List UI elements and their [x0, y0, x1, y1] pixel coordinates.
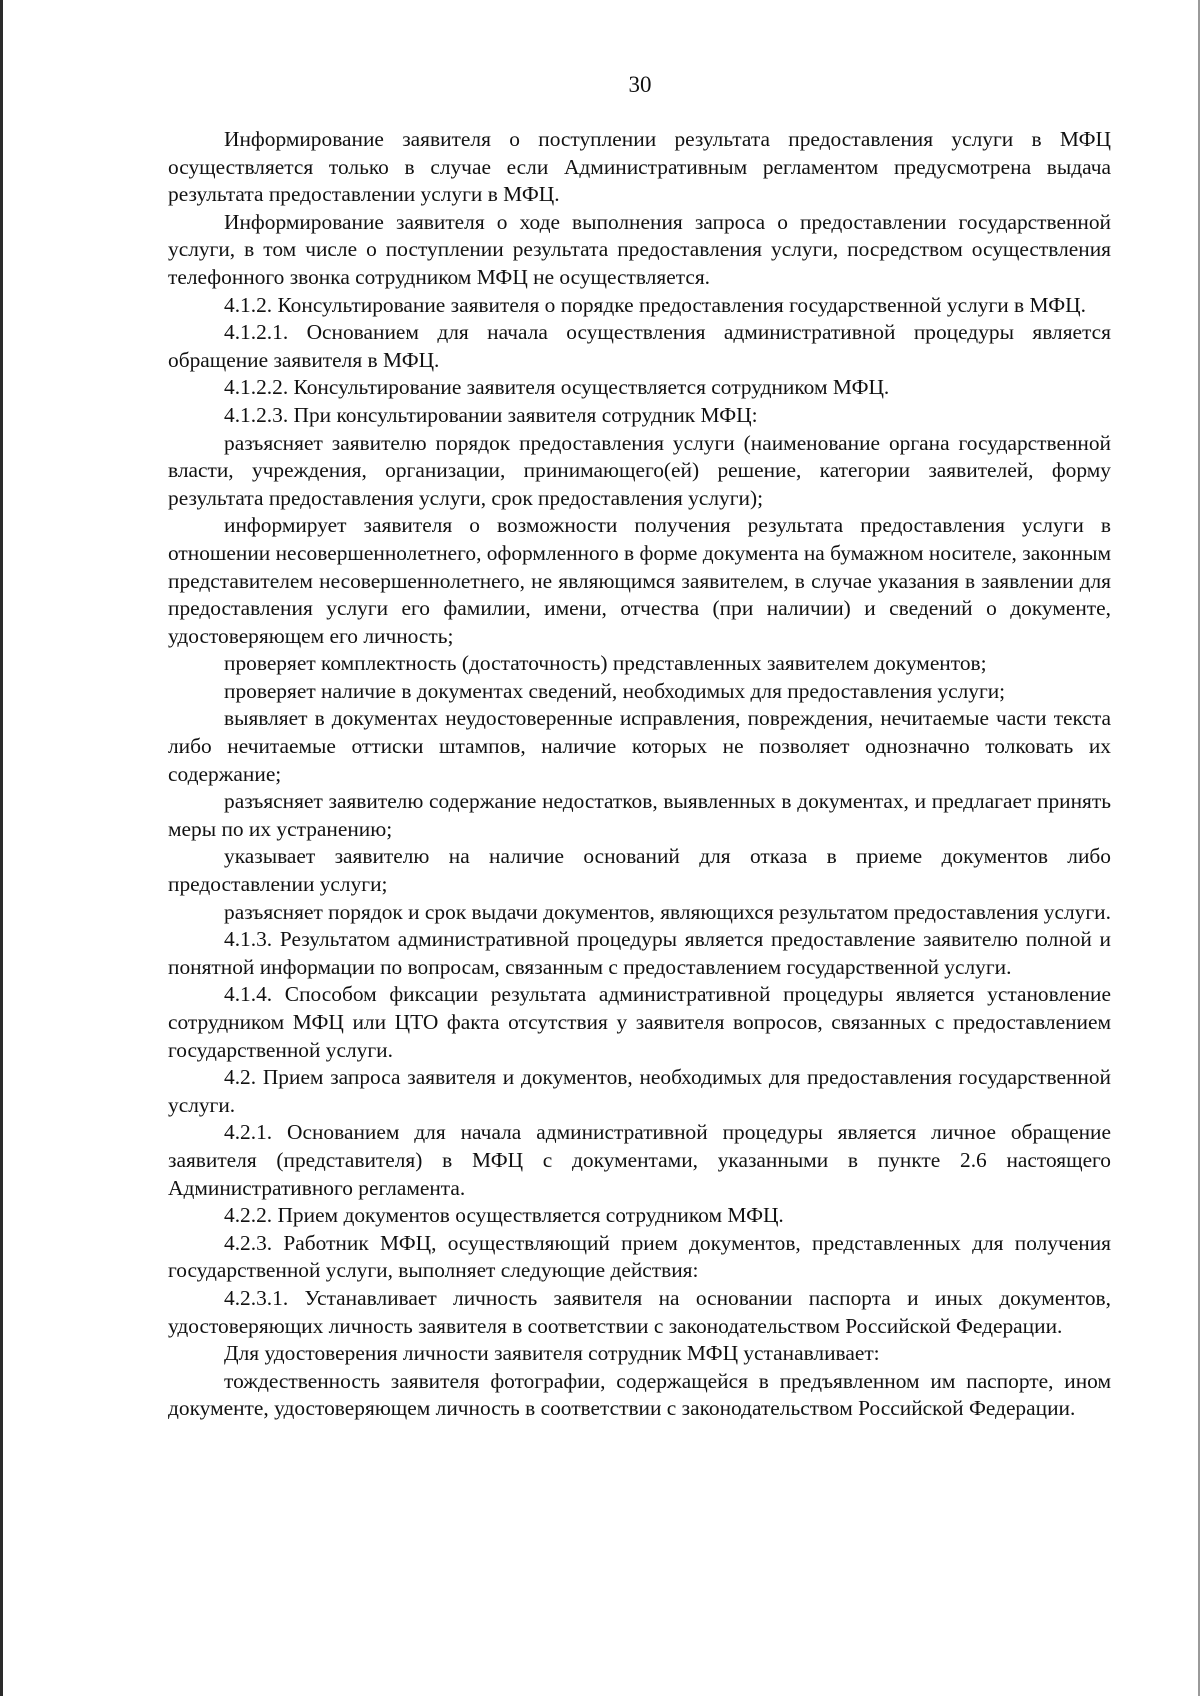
paragraph: 4.1.3. Результатом административной процедуры является предоставление заявителю полной и понятной информации по вопросам, связанным с предоставлением государственной услуги.	[168, 927, 1111, 979]
paragraph: разъясняет порядок и срок выдачи документов, являющихся результатом предоставления услуги.	[224, 899, 1111, 924]
paragraph: 4.1.4. Способом фиксации результата административной процедуры является установление сотрудником МФЦ или ЦТО факта отсутствия у заявителя вопросов, связанных с предоставлением государственной услуги.	[168, 982, 1111, 1062]
document-body	[168, 126, 1111, 1423]
paragraph: разъясняет заявителю содержание недостатков, выявленных в документах, и предлагает принять меры по их устранению;	[168, 789, 1111, 841]
page-number: 30	[628, 72, 652, 97]
paragraph: 4.1.2.3. При консультировании заявителя сотрудник МФЦ:	[224, 402, 758, 427]
paragraph: 4.1.2.1. Основанием для начала осуществления административной процедуры является обращение заявителя в МФЦ.	[168, 320, 1111, 372]
paragraph: 4.1.2.2. Консультирование заявителя осуществляется сотрудником МФЦ.	[224, 375, 890, 400]
paragraph: Информирование заявителя о поступлении результата предоставления услуги в МФЦ осуществляется только в случае если Административным регламентом предусмотрена выдача результата предоставлении услуги в МФЦ.	[168, 127, 1111, 207]
paragraph: проверяет наличие в документах сведений, необходимых для предоставления услуги;	[224, 678, 1006, 703]
paragraph: указывает заявителю на наличие оснований для отказа в приеме документов либо предоставлении услуги;	[168, 844, 1111, 897]
paragraph: 4.2.3. Работник МФЦ, осуществляющий прием документов, представленных для получения государственной услуги, выполняет следующие действия:	[168, 1230, 1111, 1283]
paragraph: 4.2.3.1. Устанавливает личность заявителя на основании паспорта и иных документов, удостоверяющих личность заявителя в соответствии с законодательством Российской Федерации.	[168, 1285, 1111, 1338]
paragraph: 4.2.2. Прием документов осуществляется сотрудником МФЦ.	[224, 1203, 784, 1228]
paragraph: информирует заявителя о возможности получения результата предоставления услуги в отношении несовершеннолетнего, оформленного в форме документа на бумажном носителе, законным представителем несовершеннолетнего, не являющимся заявителем, в случае указания в заявлении для предоставления услуги его фамилии, имени, отчества (при наличии) и сведений о документе, удостоверяющем его личность;	[168, 513, 1111, 648]
paragraph: 4.2.1. Основанием для начала административной процедуры является личное обращение заявителя (представителя) в МФЦ с документами, указанными в пункте 2.6 настоящего Административного регламента.	[168, 1120, 1111, 1200]
paragraph: тождественность заявителя фотографии, содержащейся в предъявленном им паспорте, ином документе, удостоверяющем личность в соответствии с законодательством Российской Федерации.	[168, 1368, 1111, 1421]
scan-left-edge	[0, 0, 3, 1696]
paragraph: Информирование заявителя о ходе выполнения запроса о предоставлении государственной услуги, в том числе о поступлении результата предоставления услуги, посредством осуществления телефонного звонка сотрудником МФЦ не осуществляется.	[168, 209, 1111, 289]
paragraph: 4.1.2. Консультирование заявителя о порядке предоставления государственной услуги в МФЦ.	[224, 292, 1086, 317]
paragraph: Для удостоверения личности заявителя сотрудник МФЦ устанавливает:	[224, 1341, 880, 1366]
paragraph: проверяет комплектность (достаточность) представленных заявителем документов;	[224, 651, 987, 676]
paragraph: 4.2. Прием запроса заявителя и документов, необходимых для предоставления государственной услуги.	[168, 1065, 1111, 1117]
paragraph: разъясняет заявителю порядок предоставления услуги (наименование органа государственной власти, учреждения, организации, принимающего(ей) решение, категории заявителей, форму результата предоставления услуги, срок предоставления услуги);	[168, 430, 1111, 510]
paragraph: выявляет в документах неудостоверенные исправления, повреждения, нечитаемые части текста либо нечитаемые оттиски штампов, наличие которых не позволяет однозначно толковать их содержание;	[168, 706, 1111, 786]
